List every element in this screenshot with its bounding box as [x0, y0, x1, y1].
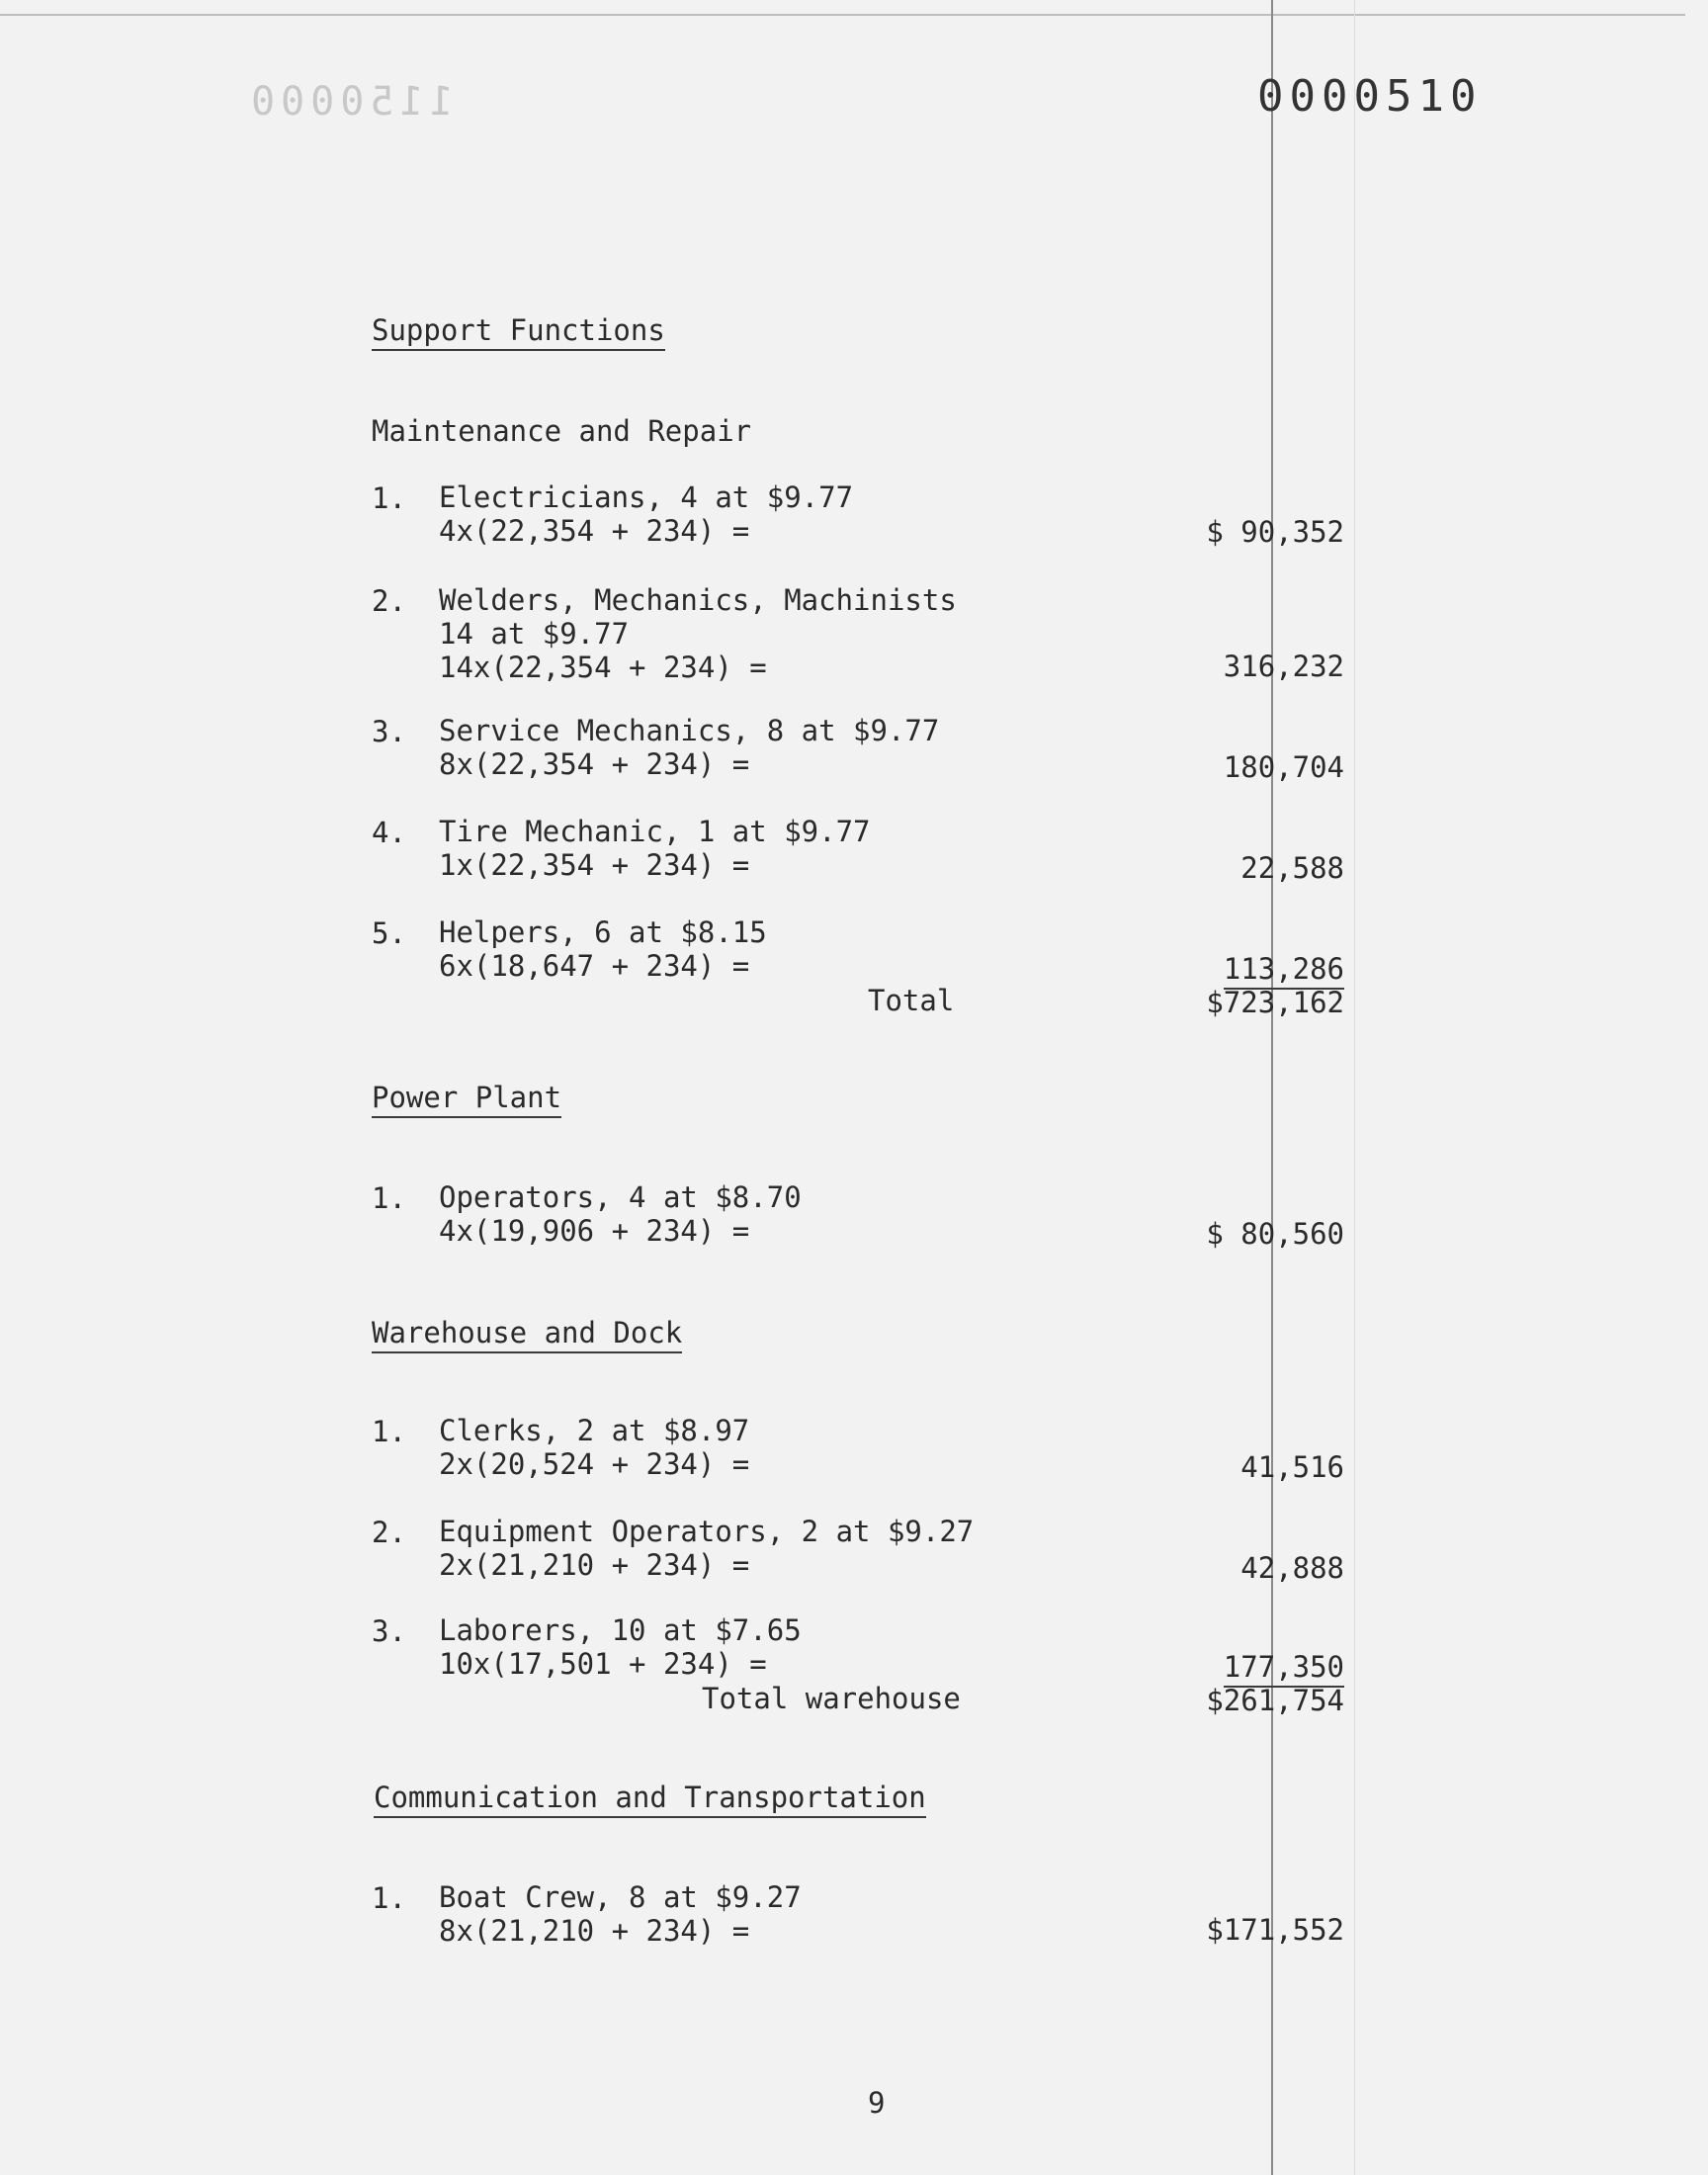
total-warehouse-amount: $261,754 — [1206, 1684, 1344, 1717]
section-title-communication: Communication and Transportation — [374, 1784, 926, 1818]
maintenance-item-welders — [439, 583, 957, 684]
item-desc: Electricians, 4 at $9.77 — [439, 480, 854, 514]
maintenance-item-tire-mechanic — [439, 815, 871, 882]
maintenance-item-electricians — [439, 480, 853, 548]
item-number: 5. — [372, 916, 406, 950]
total-label: Total — [868, 984, 955, 1017]
communication-item-boat-crew — [439, 1880, 802, 1948]
binding-fold-line — [1271, 0, 1273, 2175]
subsection-title-maintenance: Maintenance and Repair — [372, 414, 752, 448]
section-title-support-functions: Support Functions — [372, 316, 665, 351]
item-formula: 4x(22,354 + 234) = — [439, 514, 750, 548]
item-amount: 180,704 — [1223, 750, 1344, 784]
maintenance-item-helpers — [439, 915, 767, 983]
section-title-power-plant: Power Plant — [372, 1084, 561, 1118]
item-number: 4. — [372, 816, 406, 849]
warehouse-item-equipment-operators — [439, 1515, 974, 1582]
item-number: 1. — [372, 1181, 406, 1215]
item-number: 1. — [372, 1881, 406, 1915]
item-formula: 1x(22,354 + 234) = — [439, 848, 750, 882]
page-number: 9 — [868, 2086, 886, 2120]
item-desc: Operators, 4 at $8.70 — [439, 1180, 802, 1214]
power-item-operators — [439, 1180, 802, 1248]
item-amount: 316,232 — [1223, 650, 1344, 683]
item-amount: 42,888 — [1240, 1551, 1344, 1585]
item-formula: 6x(18,647 + 234) = — [439, 949, 750, 983]
item-amount: 22,588 — [1240, 851, 1344, 885]
section-title-warehouse: Warehouse and Dock — [372, 1319, 682, 1353]
item-amount: $ 90,352 — [1206, 515, 1344, 549]
item-formula: 8x(21,210 + 234) = — [439, 1914, 750, 1948]
item-formula: 14x(22,354 + 234) = — [439, 651, 767, 684]
item-desc: Equipment Operators, 2 at $9.27 — [439, 1515, 975, 1548]
warehouse-item-laborers — [439, 1613, 802, 1681]
item-amount: 113,286 — [1224, 955, 1344, 990]
item-amount: 177,350 — [1224, 1653, 1344, 1688]
item-desc: Helpers, 6 at $8.15 — [439, 915, 767, 949]
maintenance-item-service-mechanics — [439, 714, 939, 781]
item-number: 3. — [372, 715, 406, 748]
item-number: 2. — [372, 1516, 406, 1549]
item-formula: 8x(22,354 + 234) = — [439, 747, 750, 781]
item-formula: 10x(17,501 + 234) = — [439, 1647, 767, 1681]
ghost-bleedthrough-number: 1150000 — [245, 79, 454, 125]
item-formula: 2x(20,524 + 234) = — [439, 1447, 750, 1481]
total-amount: $723,162 — [1206, 986, 1344, 1019]
item-number: 1. — [372, 1415, 406, 1448]
item-desc: Welders, Mechanics, Machinists — [439, 583, 957, 617]
document-number: 0000510 — [1257, 71, 1483, 122]
item-number: 3. — [372, 1614, 406, 1648]
item-number: 2. — [372, 584, 406, 618]
item-desc: Clerks, 2 at $8.97 — [439, 1414, 750, 1447]
item-formula: 4x(19,906 + 234) = — [439, 1214, 750, 1248]
item-amount: $ 80,560 — [1206, 1217, 1344, 1251]
faint-fold-line — [1354, 0, 1355, 2175]
item-desc: Tire Mechanic, 1 at $9.77 — [439, 815, 871, 848]
item-desc: Laborers, 10 at $7.65 — [439, 1613, 802, 1647]
item-desc: Boat Crew, 8 at $9.27 — [439, 1880, 802, 1914]
item-number: 1. — [372, 481, 406, 515]
item-desc-cont: 14 at $9.77 — [439, 617, 630, 651]
item-desc: Service Mechanics, 8 at $9.77 — [439, 714, 940, 747]
warehouse-item-clerks — [439, 1414, 749, 1481]
item-amount: $171,552 — [1206, 1913, 1344, 1947]
item-formula: 2x(21,210 + 234) = — [439, 1548, 750, 1582]
item-amount: 41,516 — [1240, 1450, 1344, 1484]
total-warehouse-label: Total warehouse — [702, 1682, 961, 1715]
top-edge-line — [0, 14, 1685, 16]
